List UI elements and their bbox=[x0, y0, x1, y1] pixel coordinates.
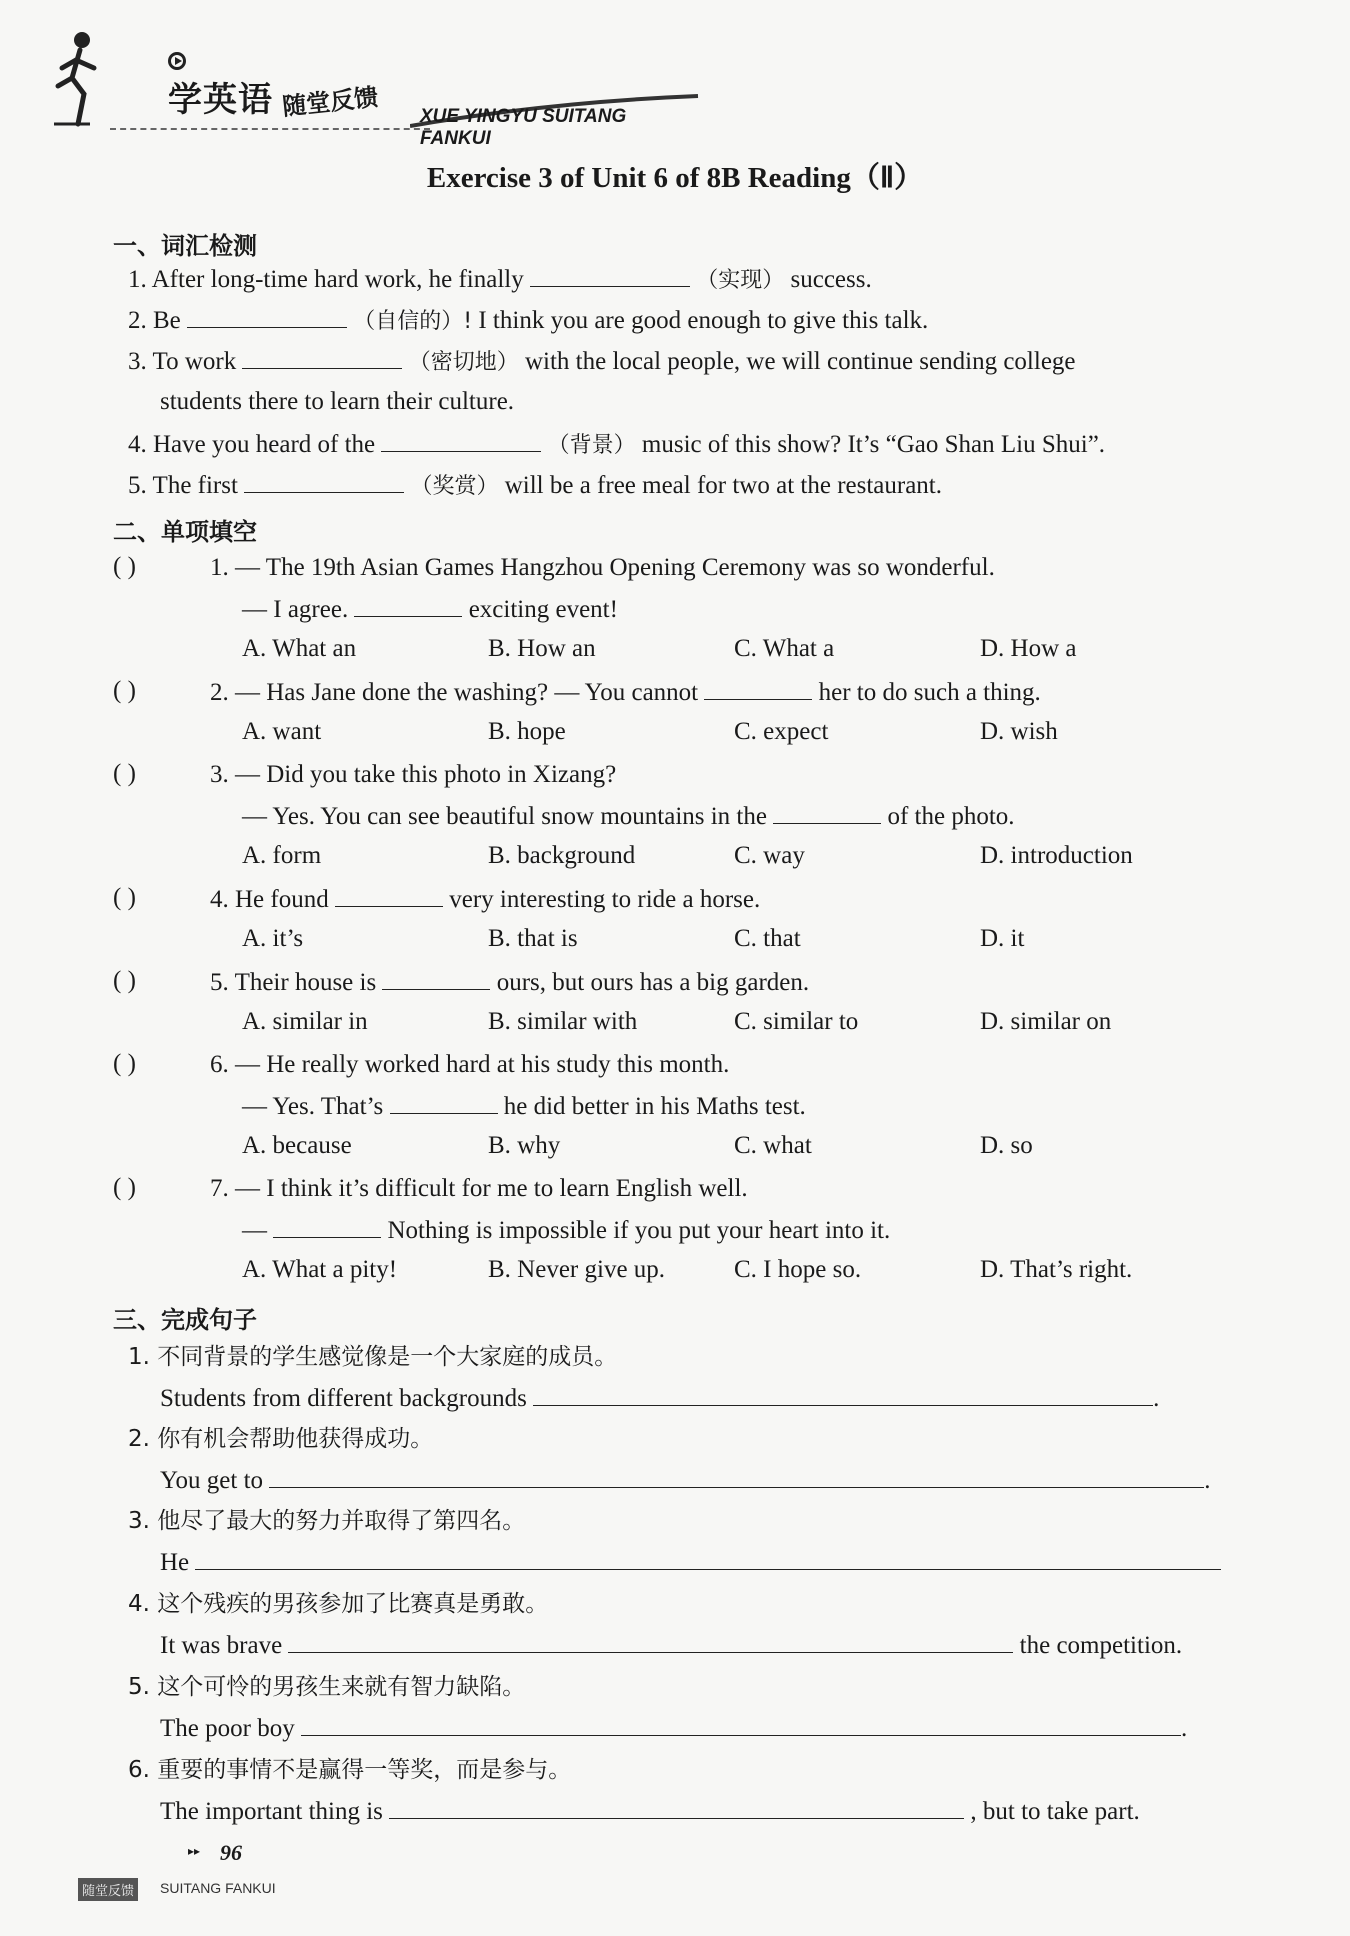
answer-line[interactable] bbox=[533, 1383, 1153, 1406]
answer-blank[interactable] bbox=[530, 264, 690, 287]
answer-blank[interactable] bbox=[773, 801, 881, 824]
translate-item-2-cn: 2. 你有机会帮助他获得成功。 bbox=[128, 1426, 434, 1452]
option-d[interactable]: D. That’s right. bbox=[980, 1256, 1133, 1283]
vocab-item-3-continued: students there to learn their culture. bbox=[160, 388, 515, 415]
footer-tag: 随堂反馈 bbox=[78, 1878, 138, 1901]
translate-item-5-en: The poor boy . bbox=[160, 1715, 1188, 1742]
vocab-item-2: 2. Be （自信的）! I think you are good enough to give this talk. bbox=[128, 307, 929, 334]
vocab-item-3: 3. To work （密切地） with the local people, we will continue sending college bbox=[128, 348, 1076, 375]
option-c[interactable]: C. similar to bbox=[734, 1008, 859, 1035]
option-a[interactable]: A. it’s bbox=[242, 925, 304, 952]
answer-blank[interactable] bbox=[244, 470, 404, 493]
option-b[interactable]: B. Never give up. bbox=[488, 1256, 666, 1283]
answer-line[interactable] bbox=[269, 1465, 1204, 1488]
option-c[interactable]: C. I hope so. bbox=[734, 1256, 862, 1283]
option-d[interactable]: D. How a bbox=[980, 635, 1077, 662]
answer-blank[interactable] bbox=[704, 677, 812, 700]
answer-blank[interactable] bbox=[335, 884, 443, 907]
mc-question-5: 5. Their house is ours, but ours has a big garden. bbox=[210, 969, 810, 996]
brand-subtitle: 随堂反馈 bbox=[281, 83, 380, 121]
option-c[interactable]: C. that bbox=[734, 925, 801, 952]
translate-item-6-en: The important thing is , but to take part. bbox=[160, 1798, 1140, 1825]
answer-paren[interactable]: ( ) bbox=[113, 1050, 136, 1077]
answer-blank[interactable] bbox=[187, 305, 347, 328]
option-b[interactable]: B. that is bbox=[488, 925, 578, 952]
option-d[interactable]: D. it bbox=[980, 925, 1025, 952]
translate-item-3-en: He bbox=[160, 1547, 1221, 1578]
translate-item-3-cn: 3. 他尽了最大的努力并取得了第四名。 bbox=[128, 1508, 526, 1534]
option-b[interactable]: B. background bbox=[488, 842, 636, 869]
translate-item-5-cn: 5. 这个可怜的男孩生来就有智力缺陷。 bbox=[128, 1674, 526, 1700]
option-d[interactable]: D. introduction bbox=[980, 842, 1133, 869]
translate-item-1-en: Students from different backgrounds . bbox=[160, 1385, 1160, 1412]
answer-line[interactable] bbox=[301, 1713, 1181, 1736]
play-icon bbox=[168, 52, 186, 70]
answer-blank[interactable] bbox=[242, 346, 402, 369]
page-title: Exercise 3 of Unit 6 of 8B Reading（Ⅱ） bbox=[426, 162, 924, 194]
page-number: 96 bbox=[220, 1840, 242, 1865]
mc-question-7: 7. — I think it’s difficult for me to learn English well. bbox=[210, 1175, 748, 1202]
answer-paren[interactable]: ( ) bbox=[113, 677, 136, 704]
option-a[interactable]: A. What an bbox=[242, 635, 357, 662]
option-a[interactable]: A. because bbox=[242, 1132, 352, 1159]
brand-pinyin: XUE YINGYU SUITANG FANKUI bbox=[420, 106, 627, 149]
mc-question-6-line2: — Yes. That’s he did better in his Maths test. bbox=[242, 1093, 806, 1120]
mc-question-2: 2. — Has Jane done the washing? — You cannot her to do such a thing. bbox=[210, 679, 1041, 706]
option-b[interactable]: B. hope bbox=[488, 718, 566, 745]
option-a[interactable]: A. want bbox=[242, 718, 322, 745]
option-d[interactable]: D. similar on bbox=[980, 1008, 1112, 1035]
translate-item-4-en: It was brave the competition. bbox=[160, 1632, 1183, 1659]
translate-item-6-cn: 6. 重要的事情不是赢得一等奖，而是参与。 bbox=[128, 1757, 572, 1783]
answer-blank[interactable] bbox=[381, 429, 541, 452]
option-b[interactable]: B. similar with bbox=[488, 1008, 638, 1035]
translate-item-4-cn: 4. 这个残疾的男孩参加了比赛真是勇敢。 bbox=[128, 1591, 549, 1617]
mc-question-1: 1. — The 19th Asian Games Hangzhou Opening Ceremony was so wonderful. bbox=[210, 554, 995, 581]
option-a[interactable]: A. What a pity! bbox=[242, 1256, 398, 1283]
option-c[interactable]: C. what bbox=[734, 1132, 812, 1159]
answer-paren[interactable]: ( ) bbox=[113, 884, 136, 911]
mc-question-4: 4. He found very interesting to ride a horse. bbox=[210, 886, 761, 913]
answer-paren[interactable]: ( ) bbox=[113, 553, 136, 580]
answer-paren[interactable]: ( ) bbox=[113, 967, 136, 994]
answer-paren[interactable]: ( ) bbox=[113, 760, 136, 787]
option-b[interactable]: B. How an bbox=[488, 635, 596, 662]
header-divider bbox=[110, 128, 430, 130]
mc-question-3-line2: — Yes. You can see beautiful snow mountains in the of the photo. bbox=[242, 803, 1015, 830]
option-d[interactable]: D. so bbox=[980, 1132, 1033, 1159]
translate-item-1-cn: 1. 不同背景的学生感觉像是一个大家庭的成员。 bbox=[128, 1344, 618, 1370]
arrow-icon: ▸▸ bbox=[188, 1844, 201, 1858]
answer-blank[interactable] bbox=[354, 594, 462, 617]
brand-title: 学英语 bbox=[168, 80, 273, 120]
section-1-heading: 一、词汇检测 bbox=[113, 232, 257, 260]
footer-tag-en: SUITANG FANKUI bbox=[160, 1880, 276, 1896]
option-b[interactable]: B. why bbox=[488, 1132, 561, 1159]
option-c[interactable]: C. What a bbox=[734, 635, 835, 662]
answer-line[interactable] bbox=[288, 1630, 1013, 1653]
option-c[interactable]: C. expect bbox=[734, 718, 829, 745]
option-c[interactable]: C. way bbox=[734, 842, 805, 869]
answer-blank[interactable] bbox=[382, 967, 490, 990]
vocab-item-5: 5. The first （奖赏） will be a free meal for two at the restaurant. bbox=[128, 472, 943, 499]
runner-logo-icon bbox=[50, 28, 120, 128]
option-a[interactable]: A. similar in bbox=[242, 1008, 368, 1035]
section-3-heading: 三、完成句子 bbox=[113, 1306, 257, 1334]
mc-question-1-line2: — I agree. exciting event! bbox=[242, 596, 618, 623]
answer-paren[interactable]: ( ) bbox=[113, 1174, 136, 1201]
header-banner bbox=[50, 22, 660, 149]
mc-question-6: 6. — He really worked hard at his study this month. bbox=[210, 1051, 730, 1078]
section-2-heading: 二、单项填空 bbox=[113, 518, 257, 546]
answer-blank[interactable] bbox=[273, 1215, 381, 1238]
mc-question-3: 3. — Did you take this photo in Xizang? bbox=[210, 761, 617, 788]
answer-line[interactable] bbox=[389, 1796, 964, 1819]
option-a[interactable]: A. form bbox=[242, 842, 322, 869]
vocab-item-1: 1. After long-time hard work, he finally （实现） success. bbox=[128, 266, 872, 293]
answer-line[interactable] bbox=[195, 1547, 1221, 1570]
mc-question-7-line2: — Nothing is impossible if you put your heart into it. bbox=[242, 1217, 891, 1244]
translate-item-2-en: You get to . bbox=[160, 1467, 1211, 1494]
answer-blank[interactable] bbox=[390, 1091, 498, 1114]
option-d[interactable]: D. wish bbox=[980, 718, 1058, 745]
vocab-item-4: 4. Have you heard of the （背景） music of this show? It’s “Gao Shan Liu Shui”. bbox=[128, 431, 1106, 458]
